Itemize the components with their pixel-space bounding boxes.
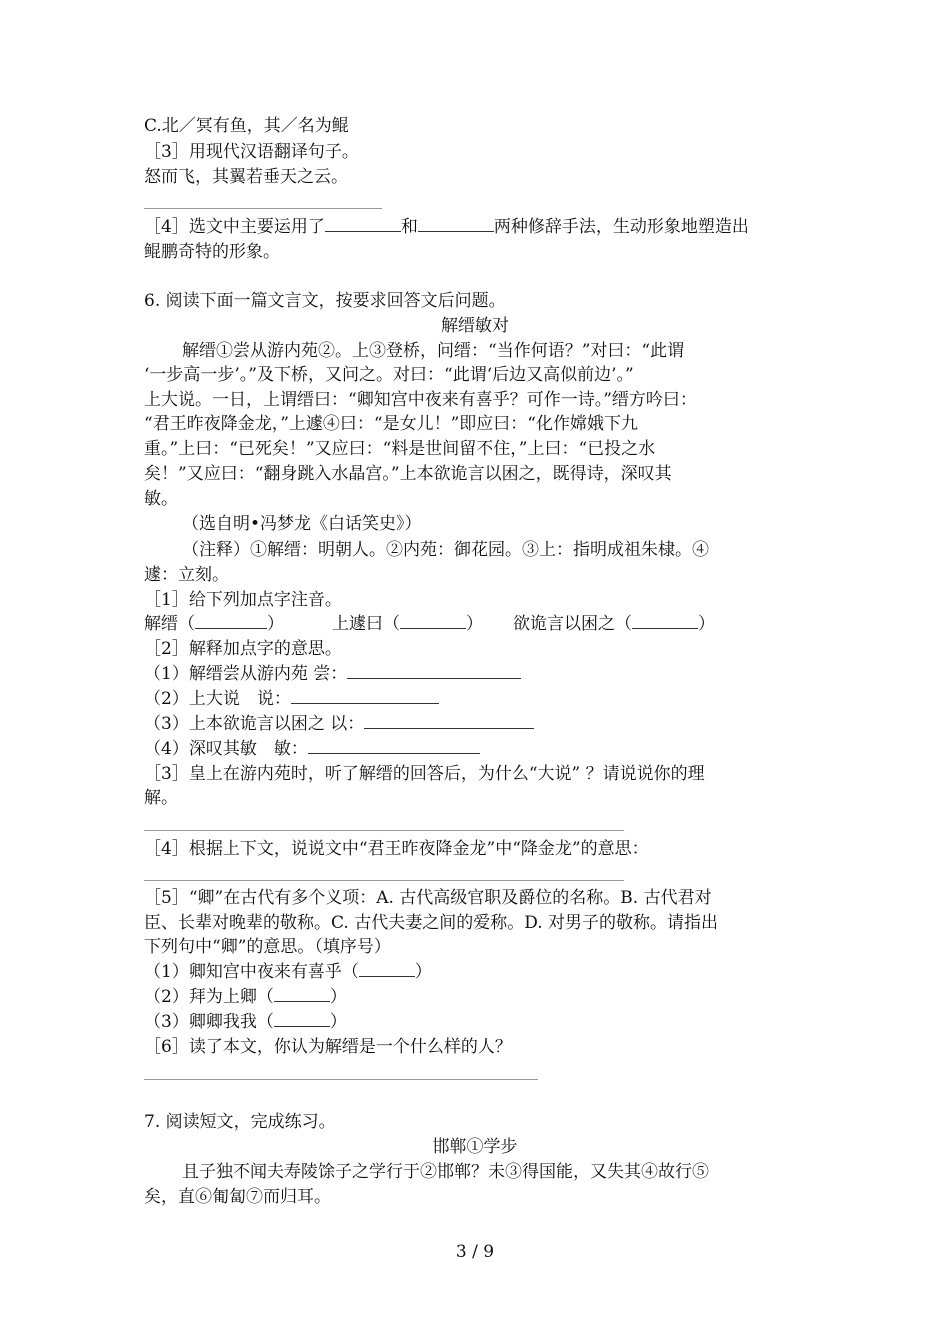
text-segment: ）: [414, 962, 432, 982]
text-line: 臣、长辈对晚辈的敬称。C. 古代夫妻之间的爱称。D. 对男子的敬称。请指出: [144, 913, 719, 933]
answer-line: [144, 830, 624, 831]
text-line: 解。: [144, 788, 178, 808]
text-segment: （1）卿知宫中夜来有喜乎（: [144, 962, 359, 982]
fill-blank[interactable]: [274, 985, 330, 1002]
source-note: （选自明•冯梦龙《白话笑史》）: [182, 514, 422, 534]
sub-question: [144, 712, 534, 736]
answer-line: [144, 880, 624, 881]
sub-question: [144, 687, 439, 711]
text-segment: 和: [400, 217, 418, 237]
text-segment: ）: [698, 614, 715, 634]
fill-blank[interactable]: [364, 712, 534, 729]
text-line: 下列句中“卿”的意思。（填序号）: [144, 937, 391, 957]
fill-blank[interactable]: [418, 215, 494, 232]
fill-blank[interactable]: [347, 662, 521, 679]
annotation-line: （注释）①解缙：明朝人。②内苑：御花园。③上：指明成祖朱棣。④: [182, 540, 709, 560]
answer-line: [144, 1079, 538, 1080]
section-heading: 6. 阅读下面一篇文言文，按要求回答文后问题。: [144, 291, 506, 311]
question-heading: ［2］解释加点字的意思。: [144, 639, 342, 659]
text-segment: （2）拜为上卿（: [144, 987, 274, 1007]
text-segment: （2）上大说 说：: [144, 689, 291, 709]
page-number: 3 / 9: [455, 1242, 495, 1262]
text-segment: （1）解缙尝从游内苑 尝：: [144, 664, 348, 684]
question-heading: ［3］用现代汉语翻译句子。: [144, 142, 359, 162]
passage-line: 敏。: [144, 489, 178, 509]
text-segment: （3）上本欲诡言以困之 以：: [144, 714, 365, 734]
fill-blank[interactable]: [632, 612, 698, 629]
text-line: C.北／冥有鱼，其／名为鲲: [144, 116, 349, 136]
annotation-line: 遽：立刻。: [144, 565, 229, 585]
sub-question: [144, 1010, 347, 1034]
text-segment: ）: [329, 987, 347, 1007]
text-segment: 解缙（: [144, 614, 195, 634]
passage-line: 上大说。一日，上谓缙曰：“卿知宫中夜来有喜乎？可作一诗。”缙方吟曰：: [144, 390, 697, 410]
text-segment: 欲诡言以困之（: [513, 614, 632, 634]
fill-blank[interactable]: [400, 612, 466, 629]
passage-line: 矣，直⑥匍匐⑦而归耳。: [144, 1187, 331, 1207]
text-segment: 两种修辞手法，生动形象地塑造出: [493, 217, 749, 237]
text-segment: ）: [466, 614, 483, 634]
text-line: 鲲鹏奇特的形象。: [144, 242, 280, 262]
passage-line: 重。”上曰：“已死矣！”又应曰：“料是世间留不住，”上曰：“已投之水: [144, 439, 656, 459]
question-heading: ［1］给下列加点字注音。: [144, 590, 342, 610]
text-segment: 上遽曰（: [332, 614, 400, 634]
fill-blank[interactable]: [325, 215, 401, 232]
question-heading: ［5］“卿”在古代有多个义项：A. 古代高级官职及爵位的名称。B. 古代君对: [144, 888, 712, 908]
text-segment: （3）卿卿我我（: [144, 1012, 274, 1032]
text-segment: ）: [267, 614, 284, 634]
sub-question: [144, 985, 347, 1009]
text-line: 怒而飞，其翼若垂天之云。: [144, 167, 348, 187]
question-heading: ［4］根据上下文，说说文中“君王昨夜降金龙”中“降金龙”的意思：: [144, 839, 649, 859]
passage-line: 矣！”又应曰：“翻身跳入水晶宫。”上本欲诡言以困之，既得诗，深叹其: [144, 464, 672, 484]
sub-question: [144, 960, 432, 984]
text-segment: ［4］选文中主要运用了: [144, 217, 325, 237]
fill-blank[interactable]: [195, 612, 267, 629]
passage-line: “君王昨夜降金龙，”上遽④曰：“是女儿！”即应曰：“化作嫦娥下九: [144, 414, 638, 434]
fill-blank[interactable]: [274, 1010, 330, 1027]
fill-blank[interactable]: [291, 687, 439, 704]
answer-line: [144, 208, 382, 209]
text-segment: （4）深叹其敏 敏：: [144, 739, 308, 759]
text-segment: ）: [329, 1012, 347, 1032]
section-heading: 7. 阅读短文，完成练习。: [144, 1112, 336, 1132]
sub-question: [144, 737, 480, 761]
question-heading: ［6］读了本文，你认为解缙是一个什么样的人？: [144, 1037, 512, 1057]
fill-blank[interactable]: [359, 960, 415, 977]
sub-question: [144, 662, 521, 686]
pinyin-row: [144, 612, 715, 636]
question-heading: [144, 215, 749, 239]
passage-line: 解缙①尝从游内苑②。上③登桥，问缙：“当作何语？”对曰：“此谓: [182, 341, 685, 361]
fill-blank[interactable]: [308, 737, 480, 754]
passage-line: 且子独不闻夫寿陵馀子之学行于②邯郸？未③得国能，又失其④故行⑤: [182, 1162, 709, 1182]
passage-title: 邯郸①学步: [432, 1137, 518, 1157]
passage-title: 解缙敏对: [441, 316, 509, 336]
passage-line: ‘一步高一步’。”及下桥，又问之。对曰：“此谓‘后边又高似前边’。”: [144, 365, 634, 385]
question-heading: ［3］皇上在游内苑时，听了解缙的回答后，为什么“大说” ？请说说你的理: [144, 764, 705, 784]
